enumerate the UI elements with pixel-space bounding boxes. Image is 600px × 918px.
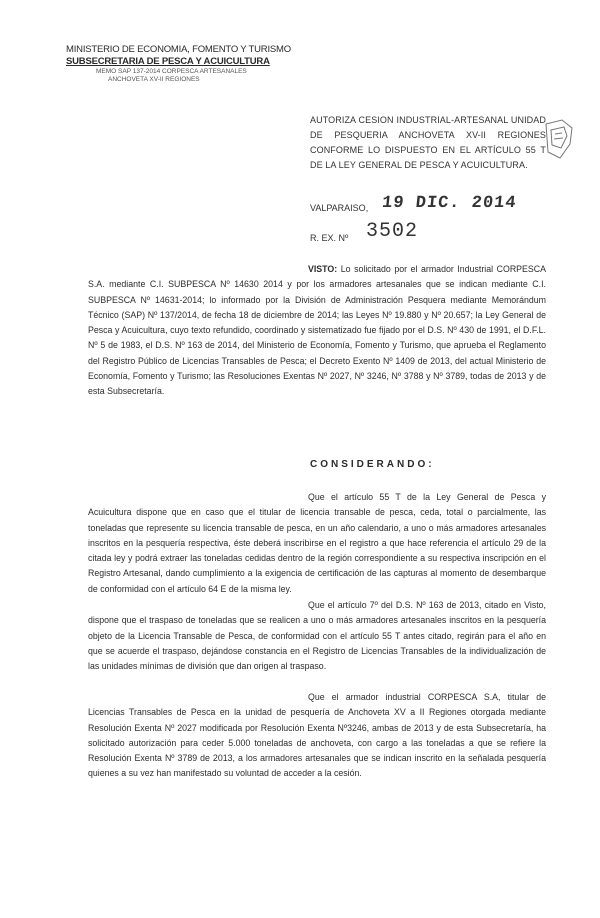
visto-paragraph	[88, 262, 546, 400]
considerando-2-text: Que el artículo 7º del D.S. Nº 163 de 2013, citado en Visto, dispone que el traspaso de toneladas que se realicen a uno o más armadores artesanales inscritos en la pesquería objeto de la Licencia Transable de Pesca, de conformidad con el artículo 55 T antes citado, regirán para el año en que se acuerde el traspaso, dejándose constancia en el Registro de Licencias Transables de la individualización de las unidades mínimas de división que dan origen al traspaso.	[88, 600, 546, 672]
resolution-number-label: R. EX. Nº	[310, 233, 349, 243]
considerando-3	[88, 690, 546, 782]
considerando-1-text: Que el artículo 55 T de la Ley General de Pesca y Acuicultura dispone que en caso que el titular de licencia transable de pesca, ceda, total o parcialmente, las toneladas que represente su licencia transable de pesca, en un año calendario, a uno o más armadores artesanales inscritos en la pesquería respectiva, éste deberá inscribirse en el registro a que hace referencia el artículo 29 de la citada ley y podrá extraer las toneladas cedidas dentro de la región correspondiente a su respectiva inscripción en el Registro Artesanal, dando cumplimiento a la exigencia de certificación de las capturas al momento de desembarque de conformidad con el artículo 64 E de la misma ley.	[88, 492, 546, 594]
letterhead	[66, 44, 296, 84]
considerando-2	[88, 598, 546, 674]
considerando-3-text: Que el armador industrial CORPESCA S.A, titular de Licencias Transables de Pesca en la unidad de pesquería de Anchoveta XV a II Regiones otorgada mediante Resolución Exenta Nº 2027 modificada por Resolución Exenta Nº3246, ambas de 2013 y de esta Subsecretaría, ha solicitado autorización para ceder 5.000 toneladas de anchoveta, con cargo a las toneladas a que se refiere la Resolución Exenta Nº 3789 de 2013, a los armadores artesanales que se indican inscrito en la señalada pesquería quienes a su vez han manifestado su voluntad de acceder a la cesión.	[88, 692, 546, 779]
reference-line-2: ANCHOVETA XV-II REGIONES	[108, 76, 200, 83]
resolution-subject: AUTORIZA CESION INDUSTRIAL-ARTESANAL UNIDAD DE PESQUERIA ANCHOVETA XV-II REGIONES CONFORME LO DISPUESTO EN EL ARTÍCULO 55 T DE LA LEY GENERAL DE PESCA Y ACUICULTURA.	[310, 115, 546, 170]
resolution-date: 19 DIC. 2014	[381, 194, 518, 213]
place-label: VALPARAISO,	[310, 203, 369, 213]
ministry-name: MINISTERIO DE ECONOMIA, FOMENTO Y TURISMO	[66, 44, 291, 55]
official-stamp-icon	[542, 118, 576, 162]
visto-text: Lo solicitado por el armador Industrial CORPESCA S.A. mediante C.I. SUBPESCA Nº 14630 2014 y por los armadores artesanales que se indican mediante C.I. SUBPESCA Nº 14631-2014; lo informado por la División de Administración Pesquera mediante Memorándum Técnico (SAP) Nº 137/2014, de fecha 18 de diciembre de 2014; las Leyes Nº 19.880 y Nº 20.657; la Ley General de Pesca y Acuicultura, cuyo texto refundido, coordinado y sistematizado fue fijado por el D.S. Nº 430 de 1991, el D.F.L. Nº 5 de 1983, el D.S. Nº 163 de 2014, del Ministerio de Economía, Fomento y Turismo, que aprueba el Reglamento del Registro Público de Licencias Transables de Pesca; el Decreto Exento Nº 1409 de 2013, del actual Ministerio de Economía, Fomento y Turismo; las Resoluciones Exentas Nº 2027, Nº 3246, Nº 3788 y Nº 3789, todas de 2013 y de esta Subsecretaría.	[88, 264, 546, 397]
considerando-1	[88, 490, 546, 597]
visto-heading: VISTO:	[308, 264, 338, 274]
subsecretaria-name: SUBSECRETARIA DE PESCA Y ACUICULTURA	[66, 56, 270, 67]
considerando-heading: CONSIDERANDO:	[310, 459, 435, 470]
reference-line-1: MEMO SAP 137-2014 CORPESCA ARTESANALES	[96, 68, 247, 75]
resolution-number: 3502	[366, 220, 419, 243]
